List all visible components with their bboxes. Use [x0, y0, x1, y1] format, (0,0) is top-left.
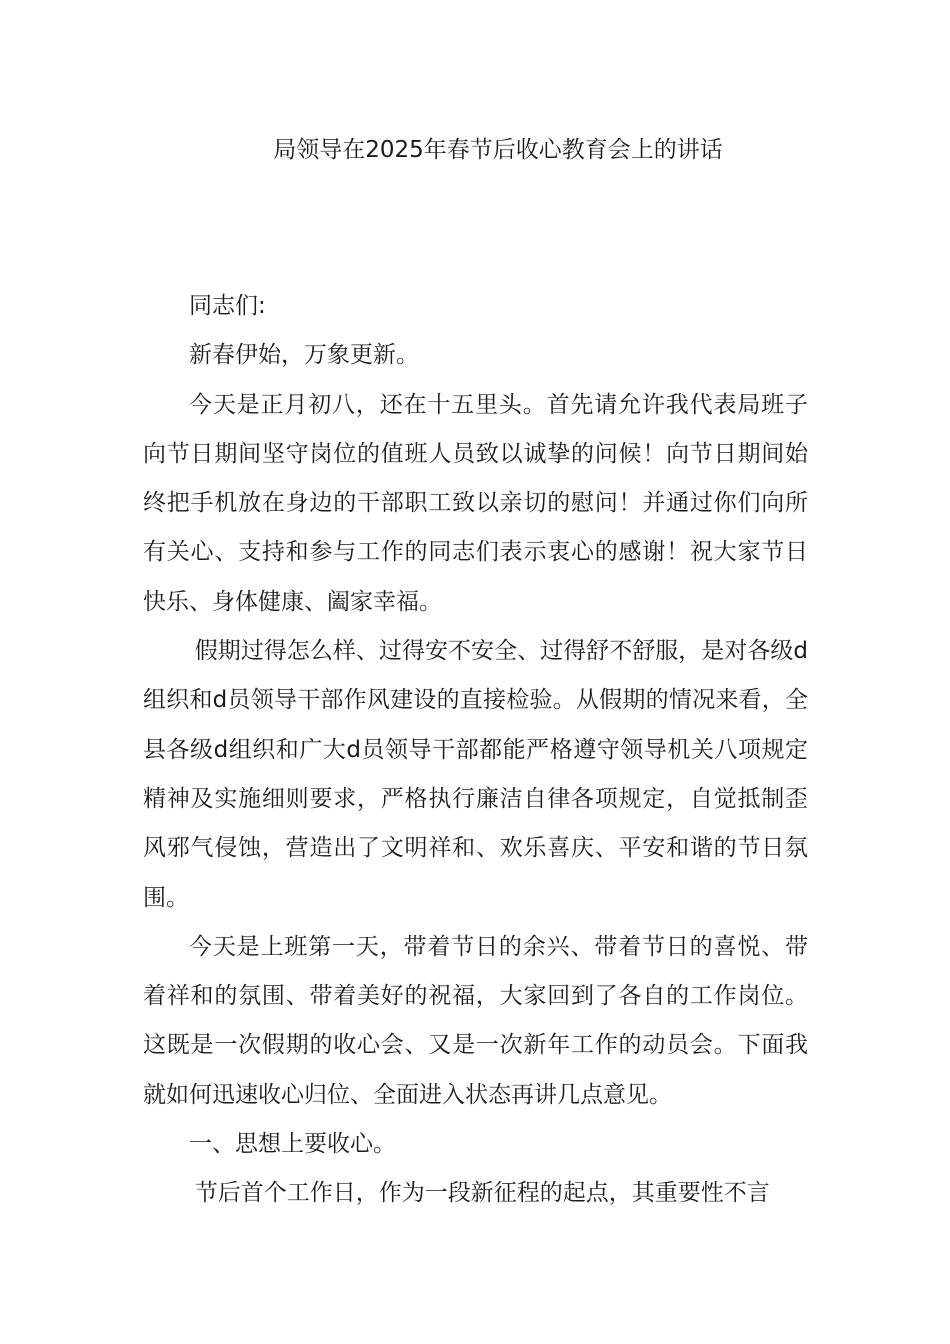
section-1-paragraph: 节后首个工作日，作为一段新征程的起点，其重要性不言: [194, 1180, 770, 1207]
opening-paragraph: 新春伊始，万象更新。: [189, 342, 419, 369]
document-title: 局领导在2025年春节后收心教育会上的讲话: [273, 137, 723, 163]
first-day-paragraph: 今天是上班第一天，带着节日的余兴、带着节日的喜悦、带着祥和的氛围、带着美好的祝福，大家回到了各自的工作岗位。这既是一次假期的收心会、又是一次新年工作的动员会。下面我就如何迅速收心归位、全面进入状态再讲几点意见。: [143, 933, 808, 1108]
section-heading-1: 一、思想上要收心。: [189, 1131, 396, 1158]
document-body: [143, 282, 808, 1219]
holiday-review-paragraph: 假期过得怎么样、过得安不安全、过得舒不舒服，是对各级d组织和d员领导干部作风建设的直接检验。从假期的情况来看，全县各级d组织和广大d员领导干部都能严格遵守领导机关八项规定精神及实施细则要求，严格执行廉洁自律各项规定，自觉抵制歪风邪气侵蚀，营造出了文明祥和、欢乐喜庆、平安和谐的节日氛围。: [143, 638, 808, 911]
salutation-paragraph: 同志们:: [189, 293, 266, 319]
greeting-paragraph: 今天是正月初八，还在十五里头。首先请允许我代表局班子向节日期间坚守岗位的值班人员致以诚挚的问候！向节日期间始终把手机放在身边的干部职工致以亲切的慰问！并通过你们向所有关心、支持和参与工作的同志们表示衷心的感谢！祝大家节日快乐、身体健康、阖家幸福。: [143, 391, 808, 615]
